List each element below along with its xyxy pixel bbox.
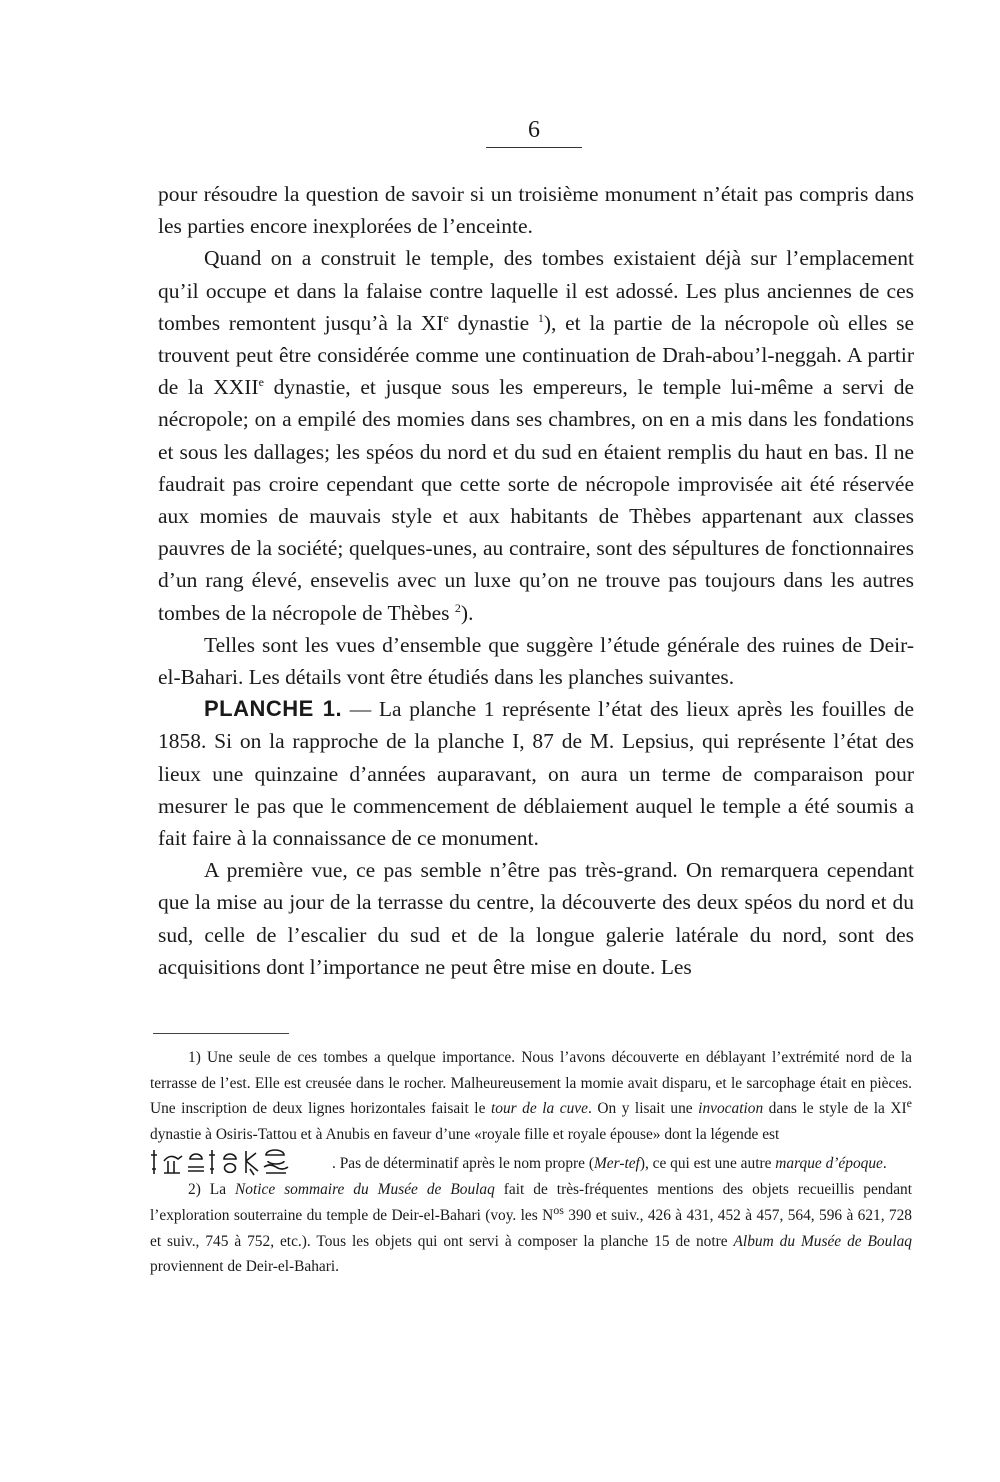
footnote-2-text-b: fait de très-fréquentes mentions des objets recueillis pendant l’exploration souterraine du temple de Deir-el-Bahari (voy. les N (150, 1181, 912, 1224)
footnote-ref-1: 1 (537, 310, 544, 325)
footnote-1-italic-marque: marque d’époque (775, 1155, 883, 1173)
footnote-1-text-d: dynastie à Osiris-Tattou et à Anubis en faveur d’une «royale fille et royale épouse» dont la légende est (150, 1125, 780, 1143)
paragraph-1 (158, 178, 914, 242)
footnote-1-text-f: ), ce qui est une autre (639, 1155, 776, 1173)
footnote-1-text-g: . (882, 1155, 887, 1173)
planche-heading: PLANCHE 1. (204, 696, 343, 722)
footnote-1-marker: 1) (188, 1049, 201, 1066)
paragraph-5-text: A première vue, ce pas semble n’être pas très-grand. On remarquera cependant que la mise au jour de la terrasse du centre, la découverte des deux spéos du nord et du sud, celle de l’escalier du sud et de la longue galerie latérale du nord, sont des acquisitions dont l’importance ne peut être mise en doute. Les (158, 858, 914, 979)
footnote-1-italic-invocation: invocation (698, 1100, 764, 1118)
paragraph-2-text-a: Quand on a construit le temple, des tombes existaient déjà sur l’emplacement qu’il occupe et dans la falaise contre laquelle il est adossé. Les plus anciennes de ces tombes remontent jusqu’à la XI (158, 246, 914, 335)
main-text (158, 178, 914, 983)
page-number-rule (486, 147, 582, 148)
footnote-2-marker: 2) (188, 1181, 201, 1199)
footnote-1-text-a: Une seule de ces tombes a quelque importance. Nous l’avons découverte en déblayant l’extrémité nord de la terrasse de l’est. Elle est creusée dans le rocher. Malheureusement la momie avait disparu, et le sarcophage était en pièces. Une inscription de deux lignes horizontales faisait le (150, 1049, 912, 1118)
paragraph-4 (158, 693, 914, 854)
paragraph-2-text-b: dynastie (448, 310, 538, 335)
paragraph-3-text: Telles sont les vues d’ensemble que suggère l’étude générale des ruines de Deir-el-Bahari. Les détails vont être étudiés dans les planches suivantes. (158, 632, 914, 690)
footnote-1-italic-name: Mer-tef (593, 1155, 640, 1173)
footnote-2-text-d: proviennent de Deir-el-Bahari. (150, 1258, 340, 1276)
footnote-2-italic-album: Album du Musée de Boulaq (733, 1232, 912, 1250)
footnote-1-italic-tour: tour de la cuve (490, 1100, 588, 1118)
hieroglyph-inscription-icon (150, 1147, 326, 1177)
footnote-1-text-e: . Pas de déterminatif après le nom propre ( (332, 1155, 594, 1173)
paragraph-1-text: pour résoudre la question de savoir si un troisième monument n’était pas compris dans les parties encore inexplorées de l’enceinte. (158, 182, 914, 239)
footnotes (150, 1045, 912, 1280)
paragraph-2 (158, 242, 914, 628)
superscript-e: e (443, 310, 449, 325)
paragraph-3 (158, 629, 914, 693)
footnote-ref-2: 2 (454, 600, 461, 615)
footnote-1 (150, 1045, 912, 1177)
footnote-2-text-a: La (200, 1181, 236, 1199)
footnote-2-text-c: 390 et suiv., 426 à 431, 452 à 457, 564, 596 à 621, 728 et suiv., 745 à 752, etc.). Tous les objets qui ont servi à composer la planche 15 de notre (150, 1206, 913, 1250)
footnote-2 (150, 1177, 912, 1279)
paragraph-4-text: — La planche 1 représente l’état des lieux après les fouilles de 1858. Si on la rapproche de la planche I, 87 de M. Lepsius, qui représente l’état des lieux une quinzaine d’années auparavant, on aura un terme de comparaison pour mesurer le pas que le commencement de déblaiement auquel le temple a été soumis a fait faire à la connaissance de ce monument. (158, 697, 915, 851)
footnote-1-text-c: dans le style de la XI (763, 1100, 907, 1118)
paragraph-2-text-d: dynastie, et jusque sous les empereurs, le temple lui-même a servi de nécropole; on a empilé des momies dans ses chambres, on en a mis dans les fondations et sous les dallages; les spéos du nord et du sud en étaient remplis du haut en bas. Il ne faudrait pas croire cependant que cette sorte de nécropole improvisée ait été réservée aux momies de mauvais style et aux habitants de Thèbes appartenant aux classes pauvres de la société; quelques-unes, au contraire, sont des sépultures de fonctionnaires d’un rang élevé, ensevelis avec un luxe qu’on ne trouve pas toujours dans les autres tombes de la nécropole de Thèbes (158, 375, 914, 625)
page-number: 6 (528, 117, 540, 143)
paragraph-2-text-c: ), et la partie de la nécropole où elles se trouvent peut être considérée comme une continuation de Drah-abou’l-neggah. A partir de la XXII (158, 310, 914, 400)
superscript-e: e (906, 1096, 912, 1111)
paragraph-2-text-e: ). (460, 600, 474, 625)
footnote-rule (153, 1033, 289, 1034)
superscript-e: e (258, 375, 264, 390)
footnote-2-italic-notice: Notice sommaire du Musée de Boulaq (235, 1181, 495, 1199)
footnote-1-text-b: . On y lisait une (587, 1100, 699, 1118)
paragraph-5 (158, 854, 914, 983)
superscript-os: os (553, 1202, 564, 1217)
